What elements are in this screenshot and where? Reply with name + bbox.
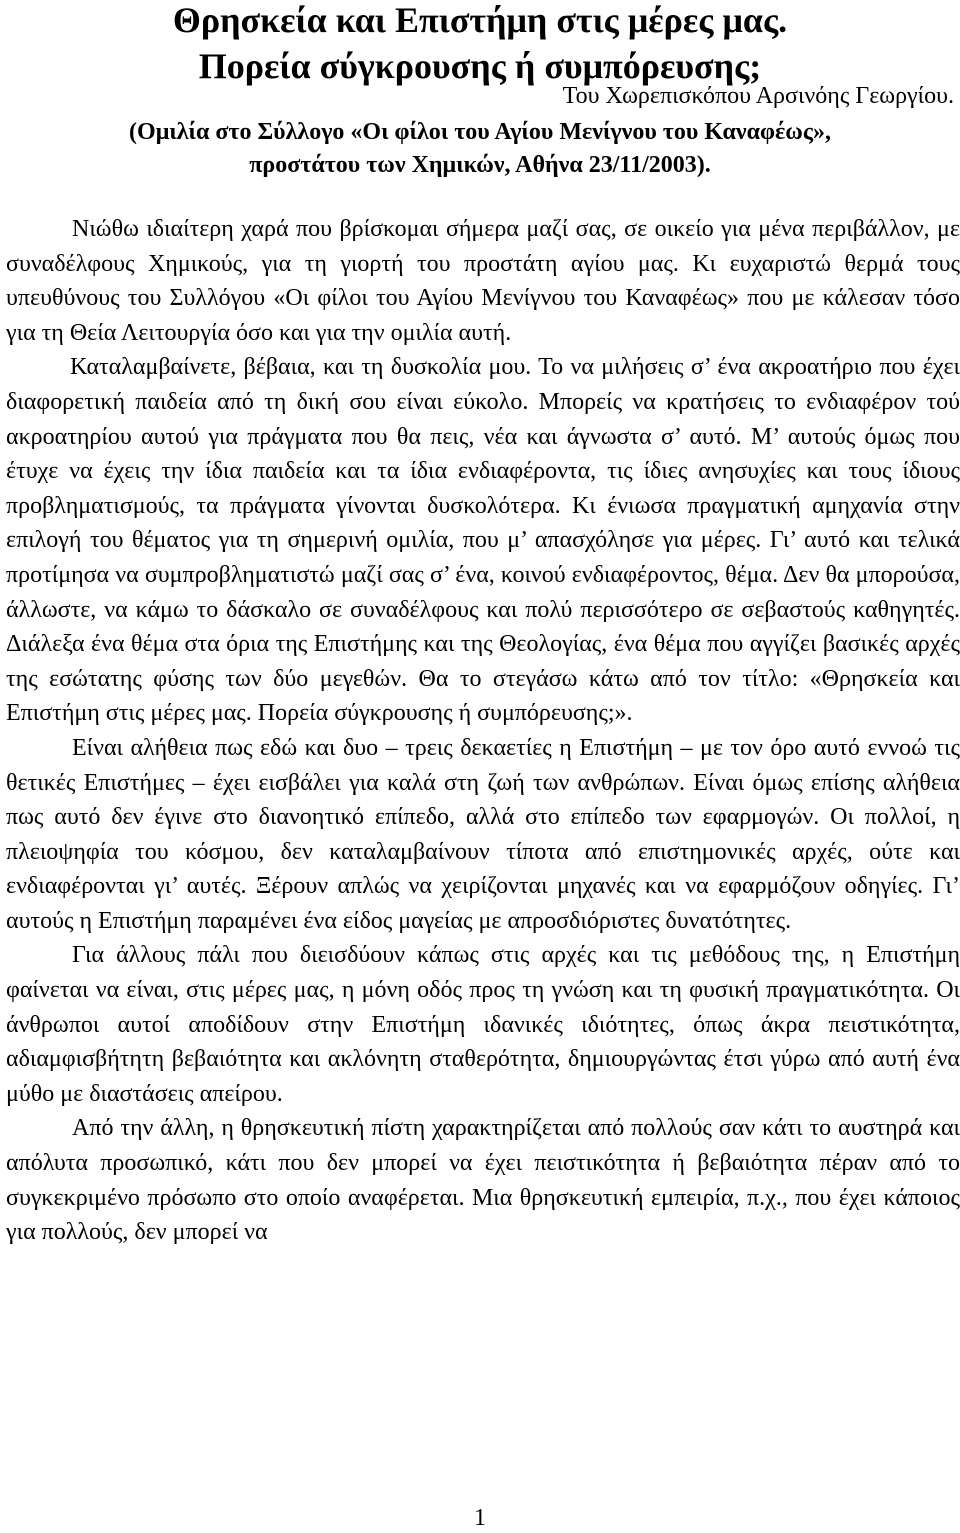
body-paragraph-2: Καταλαμβαίνετε, βέβαια, και τη δυσκολία μου. Το να μιλήσεις σ’ ένα ακροατήριο που έχει διαφορετική παιδεία από τη δική σου είναι εύκολο. Μπορείς να κρατήσεις το ενδιαφέρον τού ακροατηρίου αυτού για πράγματα που θα πεις, νέα και άγνωστα σ’ αυτό. Μ’ αυτούς όμως που έτυχε να έχεις την ίδια παιδεία και τα ίδια ενδιαφέροντα, τις ίδιες ανησυχίες και τους ίδιους προβληματισμούς, τα πράγματα γίνονται δυσκολότερα. Κι ένιωσα πραγματική αμηχανία στην επιλογή του θέματος για τη σημερινή ομιλία, που μ’ απασχόλησε για μέρες. Γι’ αυτό και τελικά προτίμησα να συμπροβληματιστώ μαζί σας σ’ ένα, κοινού ενδιαφέροντος, θέμα. Δεν θα μπορούσα, άλλωστε, να κάμω το δάσκαλο σε συναδέλφους και πολύ περισσότερο σε σεβαστούς καθηγητές. Διάλεξα ένα θέμα στα όρια της Επιστήμης και της Θεολογίας, ένα θέμα που αγγίζει βασικές αρχές της εσώτατης φύσης των δύο μεγεθών. Θα το στεγάσω κάτω από τον τίτλο: «Θρησκεία και Επιστήμη στις μέρες μας. Πορεία σύγκρουσης ή συμπόρευσης;». (6, 354, 960, 727)
occasion-line-2: προστάτου των Χημικών, Αθήνα 23/11/2003). (249, 152, 711, 178)
title-line-1: Θρησκεία και Επιστήμη στις μέρες μας. (172, 0, 788, 40)
title-line-2: Πορεία σύγκρουσης ή συμπόρευσης; (198, 46, 762, 86)
body-paragraph-5: Από την άλλη, η θρησκευτική πίστη χαρακτηρίζεται από πολλούς σαν κάτι το αυστηρά και απόλυτα προσωπικό, κάτι που δεν μπορεί να έχει πειστικότητα ή βεβαιότητα πέραν από το συγκεκριμένο πρόσωπο στο οποίο αναφέρεται. Μια θρησκευτική εμπειρία, π.χ., που έχει κάποιος για πολλούς, δεν μπορεί να (6, 1115, 960, 1246)
occasion-note (0, 116, 960, 182)
occasion-line-1: (Ομιλία στο Σύλλογο «Οι φίλοι του Αγίου Μενίγνου του Καναφέως», (129, 119, 831, 145)
body-paragraph-1: Νιώθω ιδιαίτερη χαρά που βρίσκομαι σήμερα μαζί σας, σε οικείο για μένα περιβάλλον, με συναδέλφους Χημικούς, για τη γιορτή του προστάτη αγίου μας. Κι ευχαριστώ θερμά τους υπευθύνους του Συλλόγου «Οι φίλοι του Αγίου Μενίγνου του Καναφέως» που με κάλεσαν τόσο για τη Θεία Λειτουργία όσο και για την ομιλία αυτή. (6, 216, 960, 346)
body-paragraph-4: Για άλλους πάλι που διεισδύουν κάπως στις αρχές και τις μεθόδους της, η Επιστήμη φαίνεται να είναι, στις μέρες μας, η μόνη οδός προς τη γνώση και τη φυσική πραγματικότητα. Οι άνθρωποι αυτοί αποδίδουν στην Επιστήμη ιδανικές ιδιότητες, όπως άκρα πειστικότητα, αδιαμφισβήτητη βεβαιότητα και ακλόνητη σταθερότητα, δημιουργώντας έτσι γύρω από αυτή ένα μύθο με διαστάσεις απείρου. (6, 942, 960, 1107)
page-number: 1 (474, 1505, 486, 1531)
author-line: Του Χωρεπισκόπου Αρσινόης Γεωργίου. (562, 83, 954, 109)
document-body (6, 212, 960, 1250)
body-paragraph-3: Είναι αλήθεια πως εδώ και δυο – τρεις δεκαετίες η Επιστήμη – με τον όρο αυτό εννοώ τις θετικές Επιστήμες – έχει εισβάλει για καλά στη ζωή των ανθρώπων. Είναι όμως επίσης αλήθεια πως αυτό δεν έγινε στο διανοητικό επίπεδο, αλλά στο επίπεδο των εφαρμογών. Οι πολλοί, η πλειοψηφία του κόσμου, δεν καταλαμβαίνουν τίποτα από επιστημονικές αρχές, ούτε και ενδιαφέρονται γι’ αυτές. Ξέρουν απλώς να χειρίζονται μηχανές και να εφαρμόζουν οδηγίες. Γι’ αυτούς η Επιστήμη παραμένει ένα είδος μαγείας με απροσδιόριστες δυνατότητες. (6, 734, 960, 934)
